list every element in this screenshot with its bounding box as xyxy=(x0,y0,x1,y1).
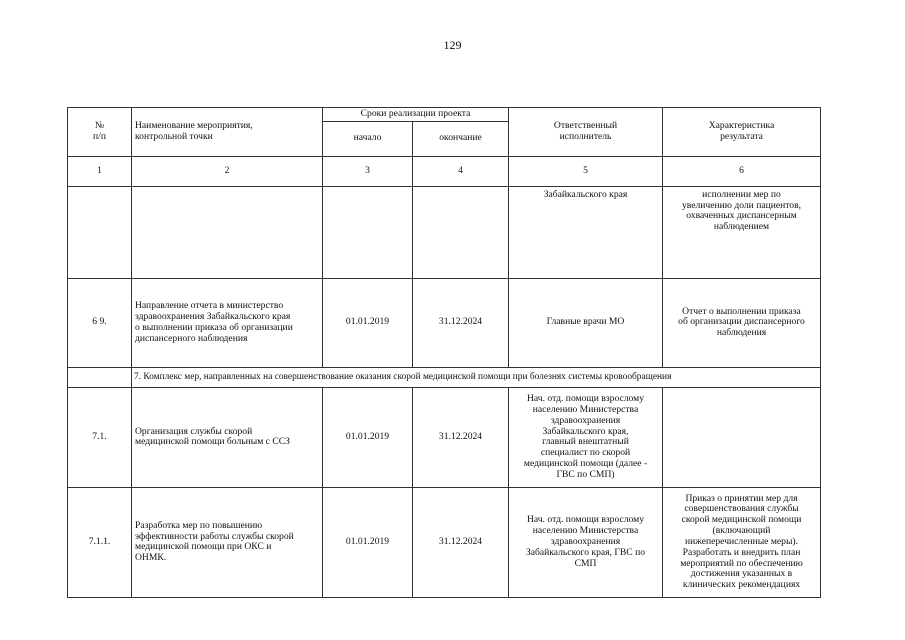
header-terms: Сроки реализации проекта xyxy=(323,108,509,122)
row-name-text: Организация службы скорой медицинской помощи больным с ССЗ xyxy=(135,425,290,448)
col-number-5: 5 xyxy=(509,156,663,186)
row-start: 01.01.2019 xyxy=(323,278,413,367)
row-name xyxy=(132,487,323,597)
row-end: 31.12.2024 xyxy=(413,487,509,597)
row-result-text: исполнении мер по увеличению доли пациентов, охваченных диспансерным наблюдением xyxy=(681,188,802,233)
row-num xyxy=(68,186,132,278)
row-responsible xyxy=(509,186,663,278)
row-result xyxy=(663,186,821,278)
header-result xyxy=(663,108,821,157)
col-number-2: 2 xyxy=(132,156,323,186)
row-name xyxy=(132,278,323,367)
col-number-3: 3 xyxy=(323,156,413,186)
section-row xyxy=(68,367,821,387)
header-num xyxy=(68,108,132,157)
row-end: 31.12.2024 xyxy=(413,278,509,367)
row-result xyxy=(663,278,821,367)
row-end xyxy=(413,186,509,278)
header-start: начало xyxy=(323,121,413,156)
header-responsible xyxy=(509,108,663,157)
row-result xyxy=(663,387,821,487)
row-result xyxy=(663,487,821,597)
row-responsible-text: Нач. отд. помощи взрослому населению Министерства здравоохранения Забайкальского края, главный внештатный специалист по скорой медицинской помощи (далее - ГВС по СМП) xyxy=(523,393,648,480)
page-number: 129 xyxy=(443,38,462,52)
row-responsible-text: Забайкальского края xyxy=(543,188,628,200)
row-start xyxy=(323,186,413,278)
row-result-text: Отчет о выполнении приказа об организации диспансерного наблюдения xyxy=(678,305,805,339)
column-numbers-row xyxy=(68,156,821,186)
section-title: 7. Комплекс мер, направленных на совершенствование оказания скорой медицинской помощи при болезнях системы кровообращения xyxy=(132,367,821,387)
row-start: 01.01.2019 xyxy=(323,387,413,487)
section-num-cell xyxy=(68,367,132,387)
row-name xyxy=(132,186,323,278)
header-row-1 xyxy=(68,108,821,122)
table-row xyxy=(68,387,821,487)
col-number-6: 6 xyxy=(663,156,821,186)
row-responsible xyxy=(509,387,663,487)
row-name-text: Разработка мер по повышению эффективности работы службы скорой медицинской помощи при ОКС и ОНМК. xyxy=(135,519,294,564)
row-start: 01.01.2019 xyxy=(323,487,413,597)
table-row xyxy=(68,186,821,278)
row-result-text: Приказ о принятии мер для совершенствования службы скорой медицинской помощи (включающий нижеперечисленные меры). Разработать и внедрить план мероприятий по обеспечению достижения указанных в клинических рекомендациях xyxy=(680,492,803,591)
row-name xyxy=(132,387,323,487)
header-name xyxy=(132,108,323,157)
row-end: 31.12.2024 xyxy=(413,387,509,487)
table-row xyxy=(68,487,821,597)
row-num: 7.1.1. xyxy=(68,487,132,597)
col-number-1: 1 xyxy=(68,156,132,186)
row-num: 7.1. xyxy=(68,387,132,487)
row-num: 6 9. xyxy=(68,278,132,367)
header-responsible-text: Ответственный исполнитель xyxy=(553,120,618,142)
col-number-4: 4 xyxy=(413,156,509,186)
header-name-text: Наименование мероприятия, контрольной точки xyxy=(135,120,253,142)
row-name-text: Направление отчета в министерство здравоохранения Забайкальского края о выполнении приказа об организации диспансерного наблюдения xyxy=(135,300,293,344)
header-num-text: № п/п xyxy=(93,120,106,142)
header-result-text: Характеристика результата xyxy=(708,120,775,142)
row-responsible: Главные врачи МО xyxy=(509,278,663,367)
table-row xyxy=(68,278,821,367)
row-responsible-text: Нач. отд. помощи взрослому населению Министерства здравоохранения Забайкальского края, ГВС по СМП xyxy=(525,514,646,569)
row-responsible xyxy=(509,487,663,597)
project-plan-table xyxy=(67,107,821,598)
header-end: окончание xyxy=(413,121,509,156)
